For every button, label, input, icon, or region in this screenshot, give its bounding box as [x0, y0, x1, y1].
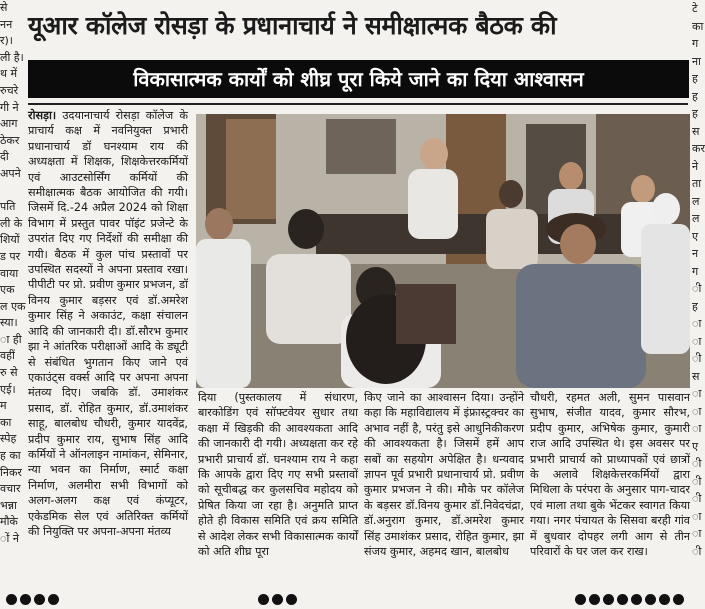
right-edge-line: ा	[692, 509, 702, 523]
decorative-dots-center	[258, 590, 300, 609]
left-edge-line: दी	[0, 150, 9, 164]
left-edge-line: रु से	[0, 366, 18, 380]
left-edge-line: स्या।	[0, 316, 18, 330]
right-edge-line: का	[692, 19, 704, 33]
left-edge-line: एई।	[0, 382, 16, 396]
right-edge-line: ह	[692, 72, 698, 85]
left-edge-line: ा ही	[0, 332, 22, 346]
left-edge-line: वाया	[0, 266, 19, 280]
right-edge-line: ा	[692, 387, 702, 400]
left-edge-line: आग	[0, 117, 18, 131]
article-column-4	[530, 390, 690, 586]
subheadline-banner: विकासात्मक कार्यों को शीघ्र पूरा किये जाने का दिया आश्वासन	[28, 60, 689, 98]
left-edge-line: वचार	[0, 482, 21, 496]
right-edge-line: ा	[692, 404, 702, 418]
right-edge-line: ह	[692, 299, 698, 313]
left-edge-line: शियों	[0, 233, 20, 247]
left-edge-line	[0, 183, 22, 200]
left-edge-line: ह का	[0, 449, 21, 463]
left-edge-line: का	[0, 415, 12, 429]
left-edge-line: नन	[0, 17, 13, 31]
left-edge-line: पति	[0, 200, 16, 214]
decorative-dots-left	[6, 590, 62, 609]
right-edge-line: ी	[692, 352, 702, 365]
right-edge-line: ह	[692, 107, 698, 120]
right-edge-line: स	[692, 124, 700, 138]
left-edge-line: निकर	[0, 465, 22, 479]
left-edge-line: ड पर	[0, 249, 21, 263]
right-edge-line: ी	[692, 474, 702, 488]
right-edge-line: ी	[692, 457, 702, 470]
left-edge-line: मौके	[0, 515, 18, 529]
left-edge-line: ठेकर	[0, 133, 20, 147]
right-edge-line: ा	[692, 317, 702, 330]
left-edge-line: ली है।	[0, 50, 24, 64]
left-edge-line: स्पेह	[0, 432, 17, 446]
right-edge-line: ता	[692, 177, 702, 190]
article-column-3	[364, 390, 524, 586]
right-edge-line: कर	[692, 142, 705, 155]
right-edge-line: ए	[692, 439, 699, 453]
left-edge-line: थ में	[0, 67, 18, 81]
meeting-photo-illustration	[196, 114, 690, 388]
left-edge-line: ों ने	[0, 532, 19, 545]
right-edge-line: स	[692, 369, 700, 383]
adjacent-article-left-edge	[0, 0, 26, 608]
article-column-1	[28, 108, 188, 586]
headline: यूआर कॉलेज रोसड़ा के प्रधानाचार्य ने समीक्षात्मक बैठक की	[28, 11, 557, 40]
right-edge-line: ग	[692, 264, 699, 278]
article-column-2	[198, 390, 358, 586]
left-edge-line: वहीं	[0, 349, 15, 363]
right-edge-line: टे	[692, 2, 698, 15]
dateline: रोसड़ा।	[28, 109, 57, 122]
decorative-dots-right	[575, 590, 687, 609]
right-edge-line: ा	[692, 422, 702, 435]
column-4-text: चौधरी, रहमत अली, सुमन पासवान सुभाष, संजीत यादव, कुमार सौरभ, प्रदीप कुमार, अभिषेक कुमार, कुमारी राज आदि उपस्थित थे। इस अवसर पर प्रभारी प्राचार्य को प्राध्यापकों एवं छात्रों के अलावे शिक्षकेत्तरकर्मियों द्वारा मिथिला के परंपरा के अनुसार पाग-चादर एवं माला तथा बुके भेंटकर स्वागत किया गया। नगर पंचायत के सिसवा बरही गांव में बुधवार दोपहर लगी आग से तीन परिवारों के घर जल कर राख।	[530, 391, 690, 559]
left-edge-line: रुचरे	[0, 83, 19, 97]
left-edge-line: ली के	[0, 216, 23, 230]
right-edge-line: ी	[692, 282, 702, 295]
right-edge-line: ह	[692, 89, 698, 103]
left-edge-line: अपने	[0, 166, 21, 180]
right-edge-line: ल	[692, 212, 700, 225]
right-edge-line: ग	[692, 37, 699, 50]
right-edge-line: ए	[692, 229, 699, 243]
left-edge-line: गी ने	[0, 100, 19, 114]
left-edge-line: ल एक	[0, 299, 26, 313]
right-edge-line: ल	[692, 194, 700, 208]
right-edge-line: ी	[692, 492, 702, 505]
news-photo	[196, 114, 690, 388]
right-edge-line: ी	[692, 544, 702, 558]
right-edge-line: न	[692, 247, 699, 260]
left-edge-line: एक	[0, 283, 15, 297]
right-edge-line: ने	[692, 159, 699, 173]
right-edge-line: ा	[692, 527, 702, 540]
left-edge-line: म	[0, 399, 7, 413]
left-edge-line: से	[0, 1, 8, 14]
divider	[28, 103, 688, 105]
left-edge-line: भन्ना	[0, 498, 17, 512]
left-edge-line: र)।	[0, 34, 13, 48]
right-edge-line: ना	[692, 54, 701, 68]
adjacent-article-right-edge	[692, 0, 704, 608]
right-edge-line: ा	[692, 334, 702, 348]
column-2-text: दिया (पुस्तकालय में संधारण, बारकोडिंग एवं सॉफ्टवेयर सुधार तथा कक्षा में खिड़की की आवश्यकता आदि की जानकारी दी गयी। अध्यक्षता कर रहे प्रभारी प्राचार्य डॉ. घनश्याम राय ने कहा कि आपके द्वारा दिए गए सभी प्रस्तावों को सूचीबद्ध कर कुलसचिव महोदय को प्रेषित किया जा रहा है। अनुमति प्राप्त होते ही विकास समिति एवं क्रय समिति से आदेश लेकर सभी विकासात्मक कार्यों को अति शीघ्र पूरा	[198, 391, 358, 559]
column-1-text: उदयानाचार्य रोसड़ा कॉलेज के प्राचार्य कक्ष में नवनियुक्त प्रभारी प्रधानाचार्य डॉ घनश्याम राय की अध्यक्षता में शिक्षक, शिक्षकेत्तरकर्मियों एवं आउटसोर्सिंग कर्मियों की समीक्षात्मक बैठक आयोजित की गयी। जिसमें दि.-24 अप्रैल 2024 को शिक्षा विभाग में प्रस्तुत पावर पॉइंट प्रजेन्टे के उपरांत दिए गए निर्देशों की समीक्षा की गयी। बैठक में कुल पांच प्रस्तावों पर उपस्थित सदस्यों ने अपना प्रस्ताव रखा। पीपीटी पर प्रो. प्रवीण कुमार प्रभजन, डॉ विनय कुमार बड़सर एवं डॉ.अमरेश कुमार सिंह ने अकाउंट, कक्षा संचालन आदि की जानकारी दी। डॉ.सौरभ कुमार झा ने आंतरिक परीक्षाओं आदि के ड्यूटी से संबंधित भुगतान किए जाने एवं एकाउंट्स वर्क्स आदि पर अपना अपना मंतव्य दिए। जबकि डॉ. उमाशंकर प्रसाद, डॉ. रोहित कुमार, डॉ.उमाशंकर साहू, बालबोध चौधरी, कुमार यादवेंद्र, प्रदीप कुमार राय, सुभाष सिंह आदि कर्मियों ने ऑनलाइन नामांकन, सेमिनार, न्या भवन का निर्माण, स्मार्ट कक्षा निर्माण, अलमीरा सभी विभागों को अलग-अलग कक्ष एवं कंप्यूटर, एकेडमिक सेल एवं अतिरिक्त कर्मियों की नियुक्ति पर अपना-अपना मंतव्य	[28, 109, 188, 538]
column-3-text: किए जाने का आश्वासन दिया। उन्होंने कहा कि महाविद्यालय में इंफ्रास्ट्रक्चर का अभाव नहीं है, परंतु इसे आधुनिकीकरण की आवश्यकता है। जिसमें हमें आप सबों का सहयोग अपेक्षित है। धन्यवाद ज्ञापन पूर्व प्रभारी प्रधानाचार्य प्रो. प्रवीण कुमार प्रभजन ने की। मौके पर कॉलेज के बड़सर डॉ.विनय कुमार डॉ.निवेदचंद्रा, डॉ.अनुराग कुमार, डॉ.अमरेश कुमार सिंह उमाशंकर प्रसाद, रोहित कुमार, झा संजय कुमार, अहमद खान, बालबोध	[364, 391, 524, 559]
